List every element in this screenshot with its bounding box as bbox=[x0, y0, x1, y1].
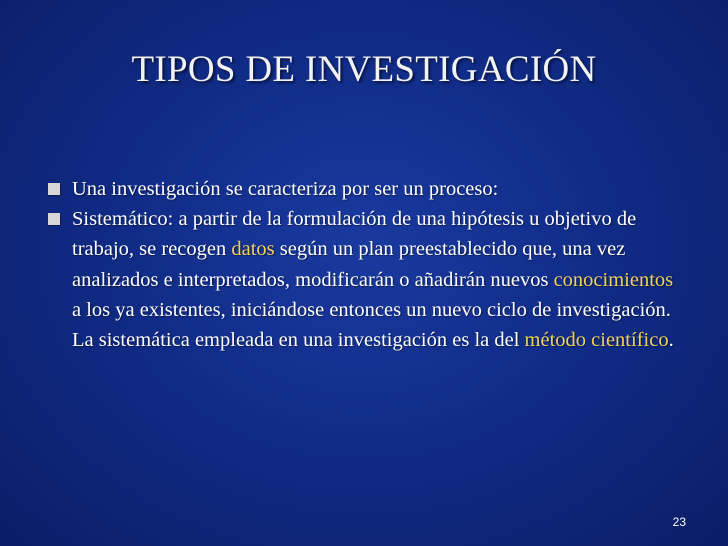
slide-title: TIPOS DE INVESTIGACIÓN bbox=[131, 49, 597, 90]
bullet-text-part: . bbox=[668, 329, 674, 352]
page-number: 23 bbox=[672, 515, 686, 529]
link-metodo-cientifico[interactable]: método científico bbox=[524, 329, 669, 352]
bullet-text: Una investigación se caracteriza por ser un proceso: bbox=[72, 178, 499, 200]
square-bullet-icon bbox=[48, 213, 60, 225]
bullet-item-2 bbox=[48, 204, 678, 355]
link-datos[interactable]: datos bbox=[231, 238, 275, 261]
square-bullet-icon bbox=[48, 183, 60, 195]
bullet-text-part: a los ya existentes, iniciándose entonces un nuevo ciclo de investigación. La sistemática empleada en una investigación es la del bbox=[72, 298, 671, 352]
link-conocimientos[interactable]: conocimientos bbox=[553, 268, 674, 291]
bullet-text-part: Sistemático: a partir de la formulación de una hipótesis u objetivo de trabajo, se recogen bbox=[72, 208, 637, 261]
bullet-list bbox=[48, 174, 678, 355]
bullet-text-part: según un plan preestablecido que, una vez analizados e interpretados, modificarán o añadirán nuevos bbox=[72, 238, 626, 291]
bullet-item-1 bbox=[48, 174, 678, 204]
